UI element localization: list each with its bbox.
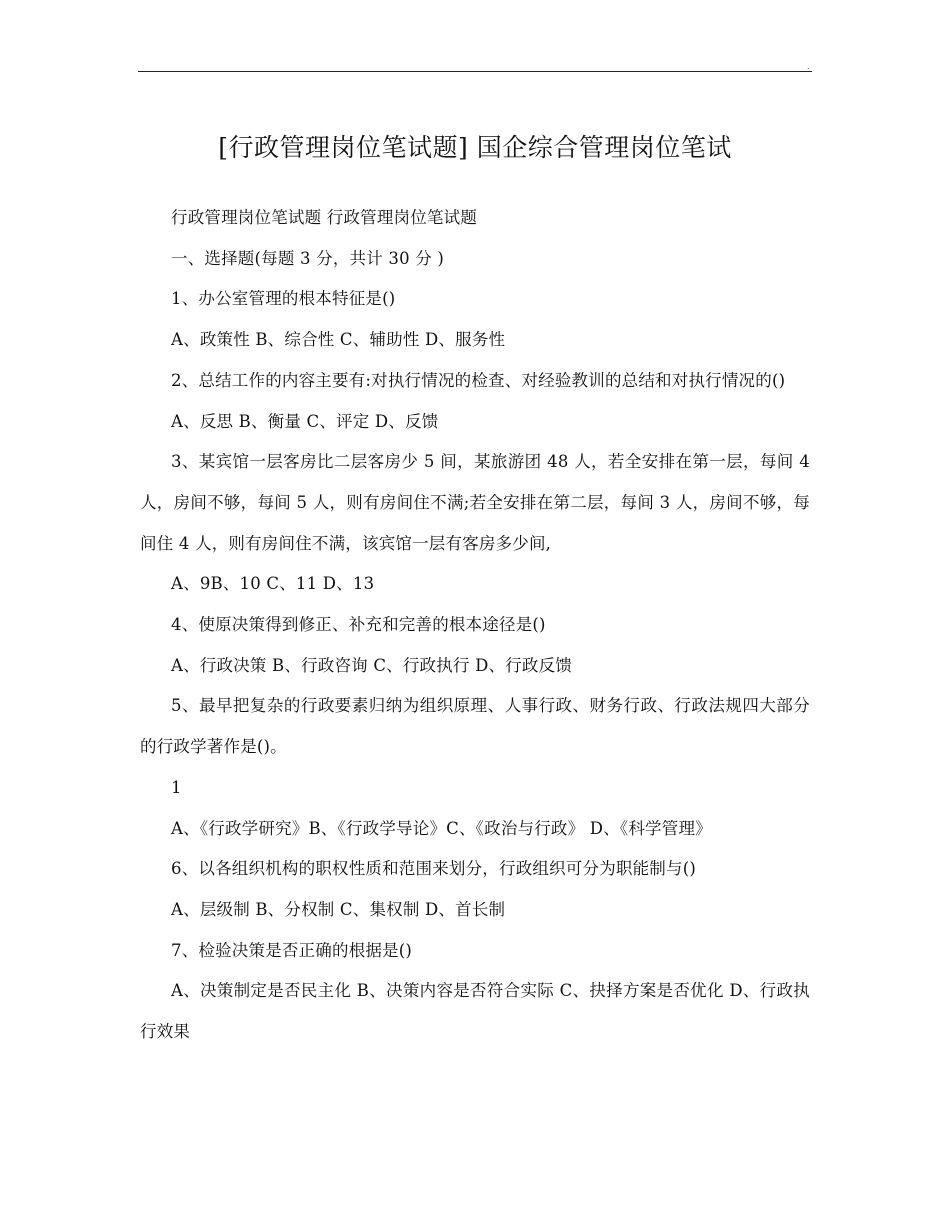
paragraph-intro: 行政管理岗位笔试题 行政管理岗位笔试题	[171, 208, 478, 227]
options-2: A、反思 B、衡量 C、评定 D、反馈	[171, 411, 439, 431]
question-1: 1、办公室管理的根本特征是()	[171, 289, 396, 309]
question-7: 7、检验决策是否正确的根据是()	[171, 940, 413, 960]
section-heading: 一、选择题(每题 3 分，共计 30 分 )	[171, 248, 444, 268]
options-5: A、《行政学研究》B、《行政学导论》C、《政治与行政》 D、《科学管理》	[171, 818, 712, 838]
options-1: A、政策性 B、综合性 C、辅助性 D、服务性	[171, 330, 506, 350]
options-3: A、9B、10 C、11 D、13	[171, 574, 375, 594]
document-title: [行政管理岗位笔试题] 国企综合管理岗位笔试	[218, 133, 732, 162]
question-5: 5、最早把复杂的行政要素归纳为组织原理、人事行政、财务行政、行政法规四大部分的行政学著作是()。	[140, 696, 810, 757]
document-body	[140, 198, 810, 1053]
question-4: 4、使原决策得到修正、补充和完善的根本途径是()	[171, 615, 546, 635]
header-rule	[138, 71, 812, 72]
options-7: A、决策制定是否民主化 B、决策内容是否符合实际 C、抉择方案是否优化 D、行政执行效果	[140, 981, 810, 1042]
header-mark: .	[807, 62, 810, 71]
question-3: 3、某宾馆一层客房比二层客房少 5 间，某旅游团 48 人，若全安排在第一层，每间 4 人，房间不够，每间 5 人，则有房间住不满;若全安排在第二层，每间 3 人，房间不够，每间住 4 人，则有房间住不满，该宾馆一层有客房多少间,	[140, 452, 810, 553]
options-6: A、层级制 B、分权制 C、集权制 D、首长制	[171, 899, 506, 919]
options-4: A、行政决策 B、行政咨询 C、行政执行 D、行政反馈	[171, 655, 573, 675]
question-2: 2、总结工作的内容主要有:对执行情况的检查、对经验教训的总结和对执行情况的()	[171, 370, 786, 390]
question-6: 6、以各组织机构的职权性质和范围来划分，行政组织可分为职能制与()	[171, 859, 696, 879]
page-number: 1	[171, 777, 182, 797]
